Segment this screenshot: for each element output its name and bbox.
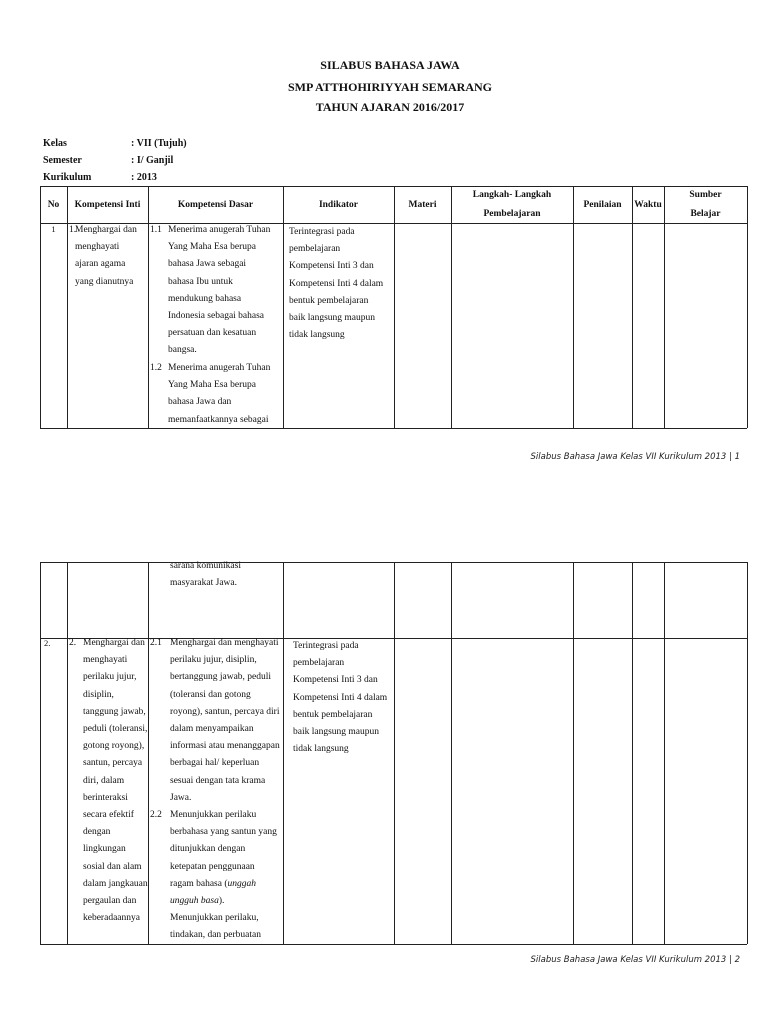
- row2-ki-line: santun, percaya: [83, 758, 143, 769]
- row2-ki-line: dalam jangkauan: [83, 878, 148, 889]
- row1-indikator-line: bentuk pembelajaran: [289, 295, 369, 306]
- title-line-3: TAHUN AJARAN 2016/2017: [315, 100, 465, 114]
- row2-kd2-italic-unggah: unggah: [227, 878, 256, 889]
- row2-ki-line: secara efektif: [83, 810, 134, 821]
- row2-kd-2-2: [150, 807, 283, 945]
- row1-kd2-line: Menerima anugerah Tuhan: [168, 363, 271, 373]
- row1-kd2-line: Yang Maha Esa berupa: [168, 380, 256, 391]
- row2-indikator-line: Kompetensi Inti 3 dan: [293, 675, 378, 686]
- row2-kompetensi-inti: [69, 635, 149, 927]
- row2-indikator-line: bentuk pembelajaran: [293, 709, 373, 720]
- row1-ki-line: menghayati: [75, 242, 120, 253]
- row2-indikator-line: Kompetensi Inti 4 dalam: [293, 692, 388, 703]
- row1-kd1-line: Yang Maha Esa berupa: [168, 242, 256, 253]
- row1-indikator-line: Terintegrasi pada: [289, 227, 355, 237]
- row1-ki-line: ajaran agama: [75, 259, 126, 270]
- row1-kompetensi-inti: [69, 222, 149, 291]
- table1-col-line: [67, 186, 68, 428]
- row2-kd2-line: [170, 876, 283, 893]
- table2-col-line: [747, 562, 748, 944]
- row1-indikator: [289, 224, 394, 344]
- row1-ki-line: yang dianutnya: [75, 276, 134, 287]
- row1-kd1-line: persatuan dan kesatuan: [168, 328, 257, 339]
- table2-col-line: [664, 562, 665, 944]
- row1-kd2-line: memanfaatkannya sebagai: [168, 414, 269, 425]
- row2-ki-number: 2.: [69, 638, 77, 648]
- row2-ki-line: pergaulan dan: [83, 896, 137, 907]
- row2-kd1-line: bertanggung jawab, peduli: [170, 672, 272, 683]
- table2-col-line: [573, 562, 574, 944]
- title-line-1: SILABUS BAHASA JAWA: [320, 58, 460, 72]
- semester-value: : I/ Ganjil: [131, 155, 174, 166]
- row1-kd1-line: bahasa Jawa sebagai: [168, 259, 247, 270]
- header-sumber-2: Belajar: [690, 209, 721, 219]
- header-penilaian: Penilaian: [583, 200, 622, 210]
- row1-no: 1: [51, 224, 56, 234]
- header-kompetensi-dasar: Kompetensi Dasar: [177, 200, 254, 210]
- row1-indikator-line: tidak langsung: [289, 330, 345, 341]
- row2-ki-line: perilaku jujur,: [83, 672, 137, 683]
- table1-bottom-border: [40, 428, 747, 429]
- row1-kd1-number: 1.1: [150, 225, 162, 235]
- row2-kd2-line6-post: ).: [218, 896, 225, 907]
- row2-ki-line: gotong royong),: [83, 741, 145, 752]
- row2-ki-line: sosial dan alam: [83, 861, 142, 872]
- title-line-2: SMP ATTHOHIRIYYAH SEMARANG: [287, 80, 493, 94]
- row2-ki-line: diri, dalam: [83, 775, 125, 786]
- row2-ki-line: tanggung jawab,: [83, 706, 146, 717]
- header-indikator: Indikator: [318, 200, 359, 210]
- row2-kd3-line: tindakan, dan perbuatan: [170, 930, 262, 941]
- row1-kd2-number: 1.2: [150, 363, 162, 373]
- row2-ki-line: dengan: [83, 827, 111, 838]
- row1-kd-cont-line: sarana komunikasi: [170, 561, 241, 571]
- row2-ki-line: menghayati: [83, 655, 128, 666]
- row1-ki-line: Menghargai dan: [75, 225, 137, 235]
- row2-ki-line: keberadaannya: [83, 913, 140, 924]
- table1-col-line: [573, 186, 574, 428]
- row2-kd2-line5-pre: ragam bahasa (: [170, 878, 228, 889]
- row2-indikator-line: Terintegrasi pada: [293, 641, 359, 651]
- row2-kd1-line: perilaku jujur, disiplin,: [170, 655, 257, 666]
- row1-kd-continuation: [170, 558, 283, 592]
- row1-kd1-line: bahasa Ibu untuk: [168, 276, 233, 287]
- row2-kd2-line: ketepatan penggunaan: [170, 861, 255, 872]
- row1-kd1-line: Indonesia sebagai bahasa: [168, 311, 265, 322]
- header-langkah-1: Langkah- Langkah: [472, 190, 552, 200]
- row2-ki-line: berinteraksi: [83, 792, 128, 803]
- row2-kd2-line: ditunjukkan dengan: [170, 844, 246, 855]
- row2-no: 2.: [44, 638, 51, 648]
- row1-indikator-line: pembelajaran: [289, 244, 341, 255]
- header-sumber-1: Sumber: [689, 190, 722, 200]
- kelas-value: : VII (Tujuh): [131, 138, 187, 149]
- row2-indikator-line: pembelajaran: [293, 658, 345, 669]
- row2-indikator-line: tidak langsung: [293, 744, 349, 755]
- row2-kd2-italic-ungguh-basa: ungguh basa: [170, 896, 219, 907]
- table1-col-line: [283, 186, 284, 428]
- row2-ki-line: peduli (toleransi,: [83, 724, 148, 735]
- row2-ki-line: disiplin,: [83, 689, 114, 700]
- header-waktu: Waktu: [634, 200, 662, 210]
- header-langkah-2: Pembelajaran: [483, 209, 541, 219]
- row2-kd1-line: Menghargai dan menghayati: [170, 638, 279, 648]
- row1-ki-number: 1.: [69, 225, 77, 235]
- kurikulum-value: : 2013: [131, 172, 157, 183]
- row2-kd2-line: berbahasa yang santun yang: [170, 827, 277, 838]
- table2-col-line: [632, 562, 633, 944]
- row2-kd1-line: (toleransi dan gotong: [170, 689, 251, 700]
- row2-kd2-line: Menunjukkan perilaku: [170, 810, 257, 820]
- row2-kd1-line: royong), santun, percaya diri: [170, 706, 280, 717]
- header-no: No: [47, 200, 60, 210]
- row2-kd1-line: informasi atau menanggapan: [170, 741, 280, 752]
- table2-col-line: [283, 562, 284, 944]
- row1-kd-1-1: [150, 222, 283, 360]
- row1-indikator-line: baik langsung maupun: [289, 313, 376, 324]
- row1-kd1-line: Menerima anugerah Tuhan: [168, 225, 271, 235]
- row2-kd-2-1: [150, 635, 283, 807]
- row2-kd2-line: [170, 893, 283, 910]
- table2-col-line: [67, 562, 68, 944]
- row1-kd1-line: bangsa.: [168, 345, 197, 356]
- row2-kd1-line: Jawa.: [170, 792, 192, 803]
- row1-kd1-line: mendukung bahasa: [168, 293, 242, 304]
- row2-kd2-number: 2.2: [150, 810, 162, 820]
- row2-kd3-line: Menunjukkan perilaku,: [170, 913, 259, 924]
- row2-ki-line: lingkungan: [83, 844, 126, 855]
- table2-col-line: [40, 562, 41, 944]
- row1-kd2-line: bahasa Jawa dan: [168, 397, 232, 408]
- header-materi: Materi: [408, 200, 437, 210]
- row2-indikator: [293, 638, 394, 758]
- page-footer-1: Silabus Bahasa Jawa Kelas VII Kurikulum 2013 | 1: [530, 452, 740, 462]
- row2-kd1-line: dalam menyampaikan: [170, 724, 254, 735]
- table1-col-line: [632, 186, 633, 428]
- semester-label: Semester: [43, 155, 82, 166]
- row2-indikator-line: baik langsung maupun: [293, 727, 380, 738]
- row1-indikator-line: Kompetensi Inti 3 dan: [289, 261, 374, 272]
- row2-kd1-number: 2.1: [150, 638, 162, 648]
- table2-col-line: [451, 562, 452, 944]
- table1-col-line: [747, 186, 748, 428]
- table2-bottom-border: [40, 944, 747, 945]
- table2-col-line: [394, 562, 395, 944]
- kurikulum-label: Kurikulum: [43, 172, 92, 183]
- table1-col-line: [394, 186, 395, 428]
- row1-kd-1-2: [150, 360, 283, 429]
- header-kompetensi-inti: Kompetensi Inti: [74, 200, 141, 210]
- row1-indikator-line: Kompetensi Inti 4 dalam: [289, 278, 384, 289]
- row2-kd1-line: berbagai hal/ keperluan: [170, 758, 260, 769]
- page-footer-2: Silabus Bahasa Jawa Kelas VII Kurikulum 2013 | 2: [530, 955, 740, 965]
- kelas-label: Kelas: [43, 138, 67, 149]
- row2-kd1-line: sesuai dengan tata krama: [170, 775, 266, 786]
- row1-kd-cont-line: masyarakat Jawa.: [170, 578, 237, 589]
- row2-ki-line: Menghargai dan: [83, 638, 145, 648]
